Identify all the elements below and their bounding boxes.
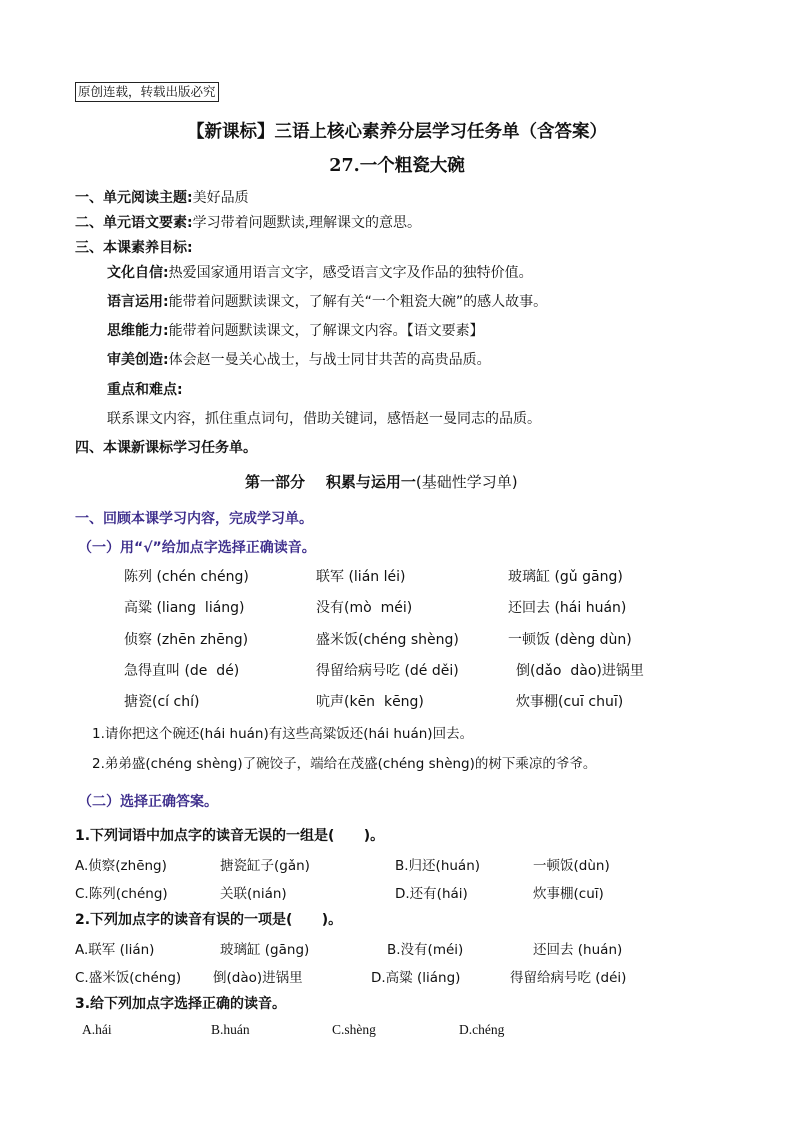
option-item: 搪瓷缸子(gǎn) — [220, 858, 310, 874]
goal-label: 文化自信: — [107, 265, 169, 281]
unit-element-value: 学习带着问题默读,理解课文的意思。 — [192, 215, 422, 231]
question-3: 3.给下列加点字选择正确的读音。 — [75, 996, 287, 1012]
option-item: D.高粱 (liáng) — [371, 970, 461, 986]
option-item: C.shèng — [332, 1022, 376, 1037]
option-item: 倒(dào)进锅里 — [213, 970, 303, 986]
pinyin-item: 还回去 (hái huán) — [508, 600, 627, 616]
question-1: 1.下列词语中加点字的读音无误的一组是( )。 — [75, 828, 385, 844]
unit-theme-label: 一、单元阅读主题: — [75, 190, 193, 206]
pinyin-item: 搪瓷(cí chí) — [124, 694, 200, 710]
goal-text: 能带着问题默读课文，了解有关“一个粗瓷大碗”的感人故事。 — [168, 294, 548, 310]
copyright-stamp: 原创连载，转载出版必究 — [75, 82, 219, 102]
sub-heading-pinyin: （一）用“√”给加点字选择正确读音。 — [78, 540, 316, 556]
unit-element-label: 二、单元语文要素: — [75, 215, 193, 231]
lesson-title: 27.一个粗瓷大碗 — [329, 156, 465, 176]
part-heading — [245, 472, 518, 492]
pinyin-item: 一顿饭 (dèng dùn) — [508, 632, 632, 648]
option-item: D.chéng — [459, 1022, 505, 1037]
part-note: (基础性学习单) — [415, 473, 518, 491]
goal-item — [107, 350, 491, 370]
pinyin-item: 玻璃缸 (gǔ gāng) — [508, 569, 623, 585]
goal-label: 思维能力: — [107, 323, 169, 339]
goal-label: 语言运用: — [107, 294, 169, 310]
option-item: 一顿饭(dùn) — [533, 858, 610, 874]
option-item: 炊事棚(cuī) — [533, 886, 604, 902]
sentence-item: 1.请你把这个碗还(hái huán)有这些高粱饭还(hái huán)回去。 — [92, 726, 474, 742]
option-item: B.没有(méi) — [387, 942, 464, 958]
option-item: D.还有(hái) — [395, 886, 468, 902]
pinyin-item: 吭声(kēn kēng) — [316, 694, 424, 710]
pinyin-item: 高粱 (liang liáng) — [124, 600, 245, 616]
goal-item — [107, 292, 547, 312]
sentence-item: 2.弟弟盛(chéng shèng)了碗饺子，端给在茂盛(chéng shèng)的树下乘凉的爷爷。 — [92, 756, 597, 772]
part-title: 第一部分 积累与运用一 — [245, 473, 416, 491]
section-heading: 一、回顾本课学习内容，完成学习单。 — [75, 511, 313, 527]
option-item: C.盛米饭(chéng) — [75, 970, 182, 986]
pinyin-item: 炊事棚(cuī chuī) — [516, 694, 624, 710]
pinyin-item: 倒(dǎo dào)进锅里 — [516, 663, 644, 679]
goal-item — [107, 321, 484, 341]
key-points-text: 联系课文内容，抓住重点词句，借助关键词，感悟赵一曼同志的品质。 — [107, 411, 541, 427]
option-item: 还回去 (huán) — [533, 942, 623, 958]
document-title: 【新课标】三语上核心素养分层学习任务单（含答案） — [187, 122, 607, 142]
goal-text: 体会赵一曼关心战士，与战士同甘共苦的高贵品质。 — [168, 352, 491, 368]
pinyin-item: 盛米饭(chéng shèng) — [316, 632, 459, 648]
task-heading: 四、本课新课标学习任务单。 — [75, 440, 257, 456]
option-item: A.hái — [82, 1022, 112, 1037]
goal-item — [107, 263, 533, 283]
goal-text: 能带着问题默读课文，了解课文内容。【语文要素】 — [168, 323, 484, 339]
sub-heading-choice: （二）选择正确答案。 — [78, 794, 218, 810]
goals-heading: 三、本课素养目标: — [75, 240, 193, 256]
option-item: 玻璃缸 (gāng) — [220, 942, 310, 958]
goal-text: 热爱国家通用语言文字，感受语言文字及作品的独特价值。 — [168, 265, 533, 281]
pinyin-item: 联军 (lián léi) — [316, 569, 406, 585]
option-item: B.归还(huán) — [395, 858, 481, 874]
pinyin-item: 陈列 (chén chéng) — [124, 569, 249, 585]
option-item: C.陈列(chéng) — [75, 886, 168, 902]
pinyin-item: 急得直叫 (de dé) — [124, 663, 240, 679]
pinyin-item: 侦察 (zhēn zhēng) — [124, 632, 249, 648]
option-item: 关联(nián) — [220, 886, 287, 902]
key-points-label: 重点和难点: — [107, 382, 183, 398]
option-item: A.侦察(zhēng) — [75, 858, 167, 874]
pinyin-item: 没有(mò méi) — [316, 600, 413, 616]
pinyin-item: 得留给病号吃 (dé děi) — [316, 663, 459, 679]
unit-element — [75, 213, 421, 233]
unit-theme — [75, 188, 249, 208]
option-item: A.联军 (lián) — [75, 942, 155, 958]
question-2: 2.下列加点字的读音有误的一项是( )。 — [75, 912, 343, 928]
option-item: B.huán — [211, 1022, 250, 1037]
unit-theme-value: 美好品质 — [192, 190, 249, 206]
option-item: 得留给病号吃 (déi) — [510, 970, 627, 986]
goal-label: 审美创造: — [107, 352, 169, 368]
